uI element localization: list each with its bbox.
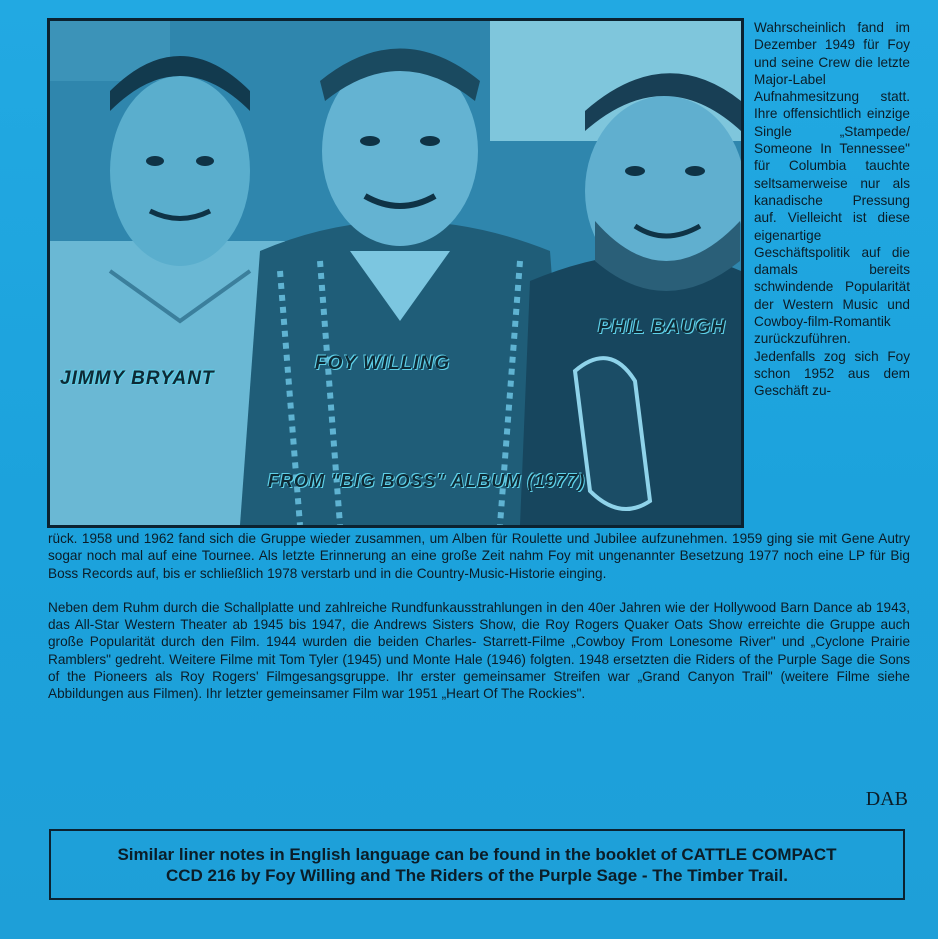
caption-album-source: FROM "BIG BOSS" ALBUM (1977) bbox=[268, 471, 586, 491]
caption-phil-baugh: PHIL BAUGH bbox=[598, 317, 726, 338]
body-paragraph-1: rück. 1958 und 1962 fand sich die Gruppe wieder zusammen, um Alben für Roulette und Jubilee aufzunehmen. 1959 ging sie mit Gene Autry sogar noch mal auf eine Tournee. Als letzte Erinnerung an eine große Zeit nahm Foy mit ungenannter Besetzung 1977 noch eine LP für Big Boss Records auf, bis er schließlich 1978 verstarb und in die Country-Music-Historie einging. bbox=[48, 531, 910, 581]
photo-illustration bbox=[50, 21, 741, 525]
note-line-1: Similar liner notes in English language can be found in the booklet of CATTLE COMPACT bbox=[117, 844, 837, 864]
side-column-text bbox=[754, 19, 910, 400]
caption-foy-willing: FOY WILLING bbox=[315, 353, 451, 374]
english-notes-box bbox=[49, 829, 905, 900]
side-paragraph: Wahrscheinlich fand im Dezember 1949 für Foy und seine Crew die letzte Major-Label Aufnahmesitzung statt. Ihre offensichtlich einzige Single „Stampede/ Someone In Tennessee" für Columbia tauchte seltsamerweise nur als kanadische Pressung auf. Vielleicht ist diese eigenartige Geschäftspolitik auf die damals bereits schwindende Popularität der Western Music und Cowboy-film-Romantik zurückzuführen. Jedenfalls zog sich Foy schon 1952 aus dem Geschäft zu- bbox=[754, 20, 910, 399]
author-signature: DAB bbox=[865, 788, 908, 810]
caption-jimmy-bryant: JIMMY BRYANT bbox=[60, 368, 215, 389]
body-text bbox=[48, 530, 910, 703]
band-photo bbox=[47, 18, 744, 528]
body-paragraph-2: Neben dem Ruhm durch die Schallplatte und zahlreiche Rundfunkausstrahlungen in den 40er Jahren wie der Hollywood Barn Dance ab 1943, das All-Star Western Theater ab 1945 bis 1947, die Andrews Sisters Show, die Roy Rogers Quaker Oats Show erreichte die Gruppe auch große Popularität durch den Film. 1944 wurden die beiden Charles- Starrett-Filme „Cowboy From Lonesome River" und „Cyclone Prairie Ramblers" gedreht. Weitere Filme mit Tom Tyler (1945) und Monte Hale (1946) folgten. 1948 ersetzten die Riders of the Purple Sage die Sons of the Pioneers als Roy Rogers' Filmgesangsgruppe. Ihr erster gemeinsamer Streifen war „Grand Canyon Trail" (weitere Filme siehe Abbildungen aus Filmen). Ihr letzter gemeinsamer Film war 1951 „Heart Of The Rockies". bbox=[48, 599, 910, 702]
note-line-2: CCD 216 by Foy Willing and The Riders of the Purple Sage - The Timber Trail. bbox=[165, 865, 789, 885]
